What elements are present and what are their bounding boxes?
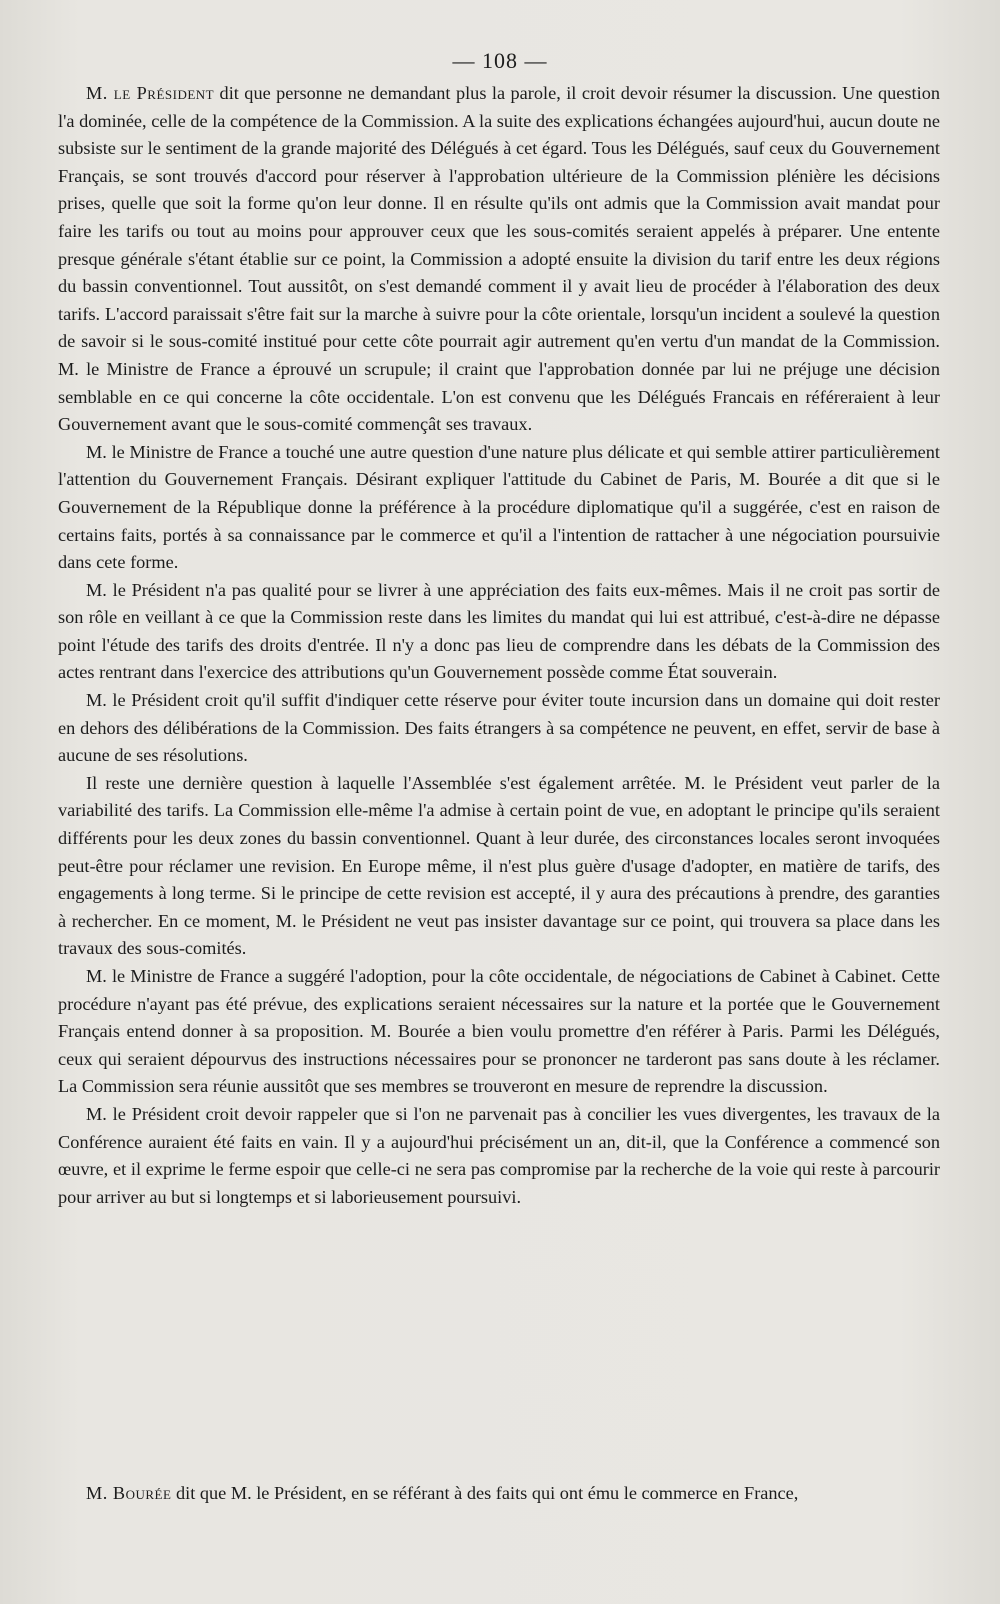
paragraph-8 <box>58 1480 940 1508</box>
paragraph-text: dit que M. le Président, en se référant à des faits qui ont ému le commerce en France, <box>171 1483 799 1503</box>
page-number: — 108 — <box>452 48 548 73</box>
paragraph-text: dit que personne ne demandant plus la parole, il croit devoir résumer la discussion. Une question l'a dominée, celle de la compétence de la Commission. A la suite des explications échangées aujourd'hui, aucun doute ne subsiste sur le sentiment de la grande majorité des Délégués à cet égard. Tous les Délégués, sauf ceux du Gouvernement Français, se sont trouvés d'accord pour réserver à l'approbation ultérieure de la Commission plénière les décisions prises, quelle que soit la forme qu'on leur donne. Il en résulte qu'ils ont admis que la Commission avait mandat pour faire les tarifs ou tout au moins pour approuver ceux que les sous-comités seraient appelés à préparer. Une entente presque générale s'étant établie sur ce point, la Commission a adopté ensuite la division du tarif entre les deux régions du bassin conventionnel. Tout aussitôt, on s'est demandé comment il y avait lieu de procéder à l'élaboration des deux tarifs. L'accord paraissait s'être fait sur la marche à suivre pour la côte orientale, lorsqu'un incident a soulevé la question de savoir si le sous-comité institué pour cette côte pourrait agir autrement qu'en vertu d'un mandat de la Commission. M. le Ministre de France a éprouvé un scrupule; il craint que l'approbation donnée par lui ne préjuge une décision semblable en ce qui concerne la côte occidentale. L'on est convenu que les Délégués Francais en référeraient à leur Gouvernement avant que le sous-comité commençât ses travaux. <box>58 83 940 435</box>
paragraph-4: M. le Président croit qu'il suffit d'indiquer cette réserve pour éviter toute incursion dans un domaine qui doit rester en dehors des délibérations de la Commission. Des faits étrangers à sa compétence ne peuvent, en effet, servir de base à aucune de ses résolutions. <box>58 690 940 766</box>
paragraph-5: Il reste une dernière question à laquelle l'Assemblée s'est également arrêtée. M. le Président veut parler de la variabilité des tarifs. La Commission elle-même l'a admise à certain point de vue, en adoptant le principe qu'ils seraient différents pour les deux zones du bassin conventionnel. Quant à leur durée, des circonstances locales seront invoquées peut-être pour réclamer une revision. En Europe même, il n'est plus guère d'usage d'adopter, en matière de tarifs, des engagements à long terme. Si le principe de cette revision est accepté, il y aura des précautions à prendre, des garanties à rechercher. En ce moment, M. le Président ne veut pas insister davantage sur ce point, qui trouvera sa place dans les travaux des sous-comités. <box>58 772 940 959</box>
speaker-name: M. le Président <box>86 83 215 103</box>
paragraph-3: M. le Président n'a pas qualité pour se livrer à une appréciation des faits eux-mêmes. Mais il ne croit pas sortir de son rôle en veillant à ce que la Commission reste dans les limites du mandat qui lui est attribué, c'est-à-dire ne dépasse point l'étude des tarifs des droits d'entrée. Il n'y a donc pas lieu de comprendre dans les débats de la Commission des actes rentrant dans l'exercice des attributions qu'un Gouvernement possède comme État souverain. <box>58 579 940 683</box>
speaker-name: M. Bourée <box>86 1483 172 1503</box>
body-text <box>58 80 940 1211</box>
paragraph-6: M. le Ministre de France a suggéré l'adoption, pour la côte occidentale, de négociations de Cabinet à Cabinet. Cette procédure n'ayant pas été prévue, des explications seraient nécessaires sur la nature et la portée que le Gouvernement Français entend donner à sa proposition. M. Bourée a bien voulu promettre d'en référer à Paris. Parmi les Délégués, ceux qui seraient dépourvus des instructions nécessaires pour se prononcer ne tarderont pas sans doute à les réclamer. La Commission sera réunie aussitôt que ses membres se trouveront en mesure de reprendre la discussion. <box>58 966 940 1097</box>
paragraph-1 <box>58 80 940 439</box>
final-paragraph-block <box>58 1480 940 1508</box>
paragraph-7: M. le Président croit devoir rappeler que si l'on ne parvenait pas à concilier les vues divergentes, les travaux de la Conférence auraient été faits en vain. Il y a aujourd'hui précisément un an, dit-il, que la Conférence a commencé son œuvre, et il exprime le ferme espoir que celle-ci ne sera pas compromise par la recherche de la voie qui reste à parcourir pour arriver au but si longtemps et si laborieusement poursuivi. <box>58 1103 940 1207</box>
paragraph-2: M. le Ministre de France a touché une autre question d'une nature plus délicate et qui semble attirer particulièrement l'attention du Gouvernement Français. Désirant expliquer l'attitude du Cabinet de Paris, M. Bourée a dit que si le Gouvernement de la République donne la préférence à la procédure diplomatique qu'il a suggérée, c'est en raison de certains faits, portés à sa connaissance par le commerce et qu'il a l'intention de rattacher à une négociation poursuivie dans cete forme. <box>58 441 940 573</box>
